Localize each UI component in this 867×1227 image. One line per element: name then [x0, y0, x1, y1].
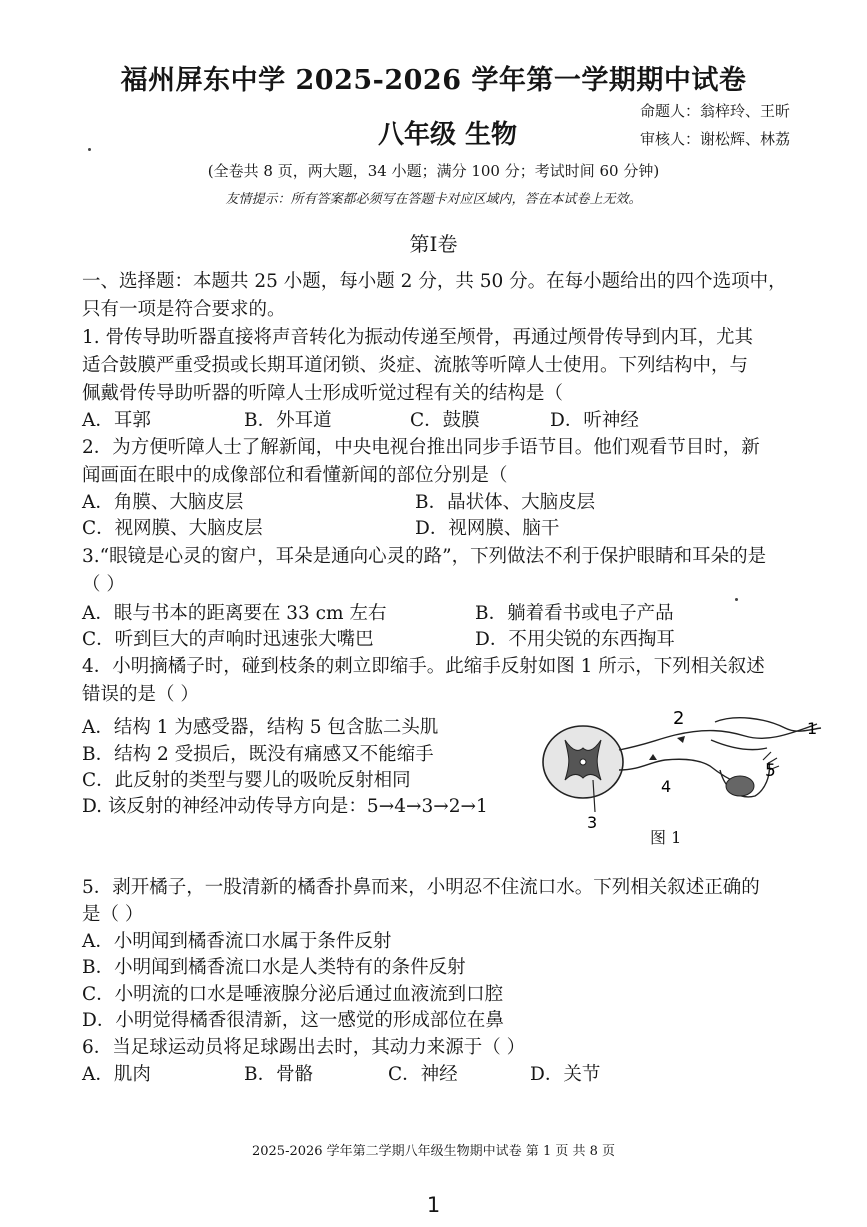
volume-heading: 第I卷 [409, 232, 458, 256]
figure-label-1: 1 [807, 719, 818, 738]
q4-option-c: C．此反射的类型与婴儿的吸吮反射相同 [82, 770, 411, 791]
q2-stem-line: 闻画面在眼中的成像部位和看懂新闻的部位分别是（ [82, 465, 508, 486]
q4-stem-line: 错误的是（ ） [82, 684, 199, 705]
q2-option-c: C．视网膜、大脑皮层 [82, 518, 263, 539]
q1-option-c: C．鼓膜 [410, 410, 480, 431]
q2-option-b: B．晶状体、大脑皮层 [415, 492, 596, 513]
q5-stem-line: 是（ ） [82, 904, 144, 925]
figure-label-2: 2 [673, 708, 685, 729]
q5-option-d: D．小明觉得橘香很清新，这一感觉的形成部位在鼻 [82, 1010, 504, 1031]
q6-option-d: D．关节 [530, 1064, 601, 1085]
exam-title: 福州屏东中学 2025-2026 学年第一学期期中试卷 [120, 65, 747, 96]
section-instruction-line-1: 一、选择题：本题共 25 小题，每小题 2 分，共 50 分。在每小题给出的四个选项中， [82, 271, 787, 292]
figure-label-5: 5 [765, 761, 776, 781]
q5-option-c: C．小明流的口水是唾液腺分泌后通过血液流到口腔 [82, 984, 504, 1005]
q6-option-c: C．神经 [388, 1064, 458, 1085]
q4-option-b: B．结构 2 受损后，既没有痛感又不能缩手 [82, 744, 434, 765]
q1-option-b: B．外耳道 [244, 410, 332, 431]
q6-stem-line: 6．当足球运动员将足球踢出去时，其动力来源于（ ） [82, 1037, 526, 1058]
reviewer: 审核人：谢松辉、林荔 [640, 130, 791, 148]
q5-option-b: B．小明闻到橘香流口水是人类特有的条件反射 [82, 957, 466, 978]
q3-option-d: D．不用尖锐的东西掏耳 [475, 629, 675, 650]
q1-option-d: D．听神经 [550, 410, 639, 431]
q3-stem-line: （ ） [82, 574, 125, 595]
q3-option-b: B．躺着看书或电子产品 [475, 603, 674, 624]
exam-info: (全卷共 8 页，两大题，34 小题；满分 100 分；考试时间 60 分钟) [207, 162, 660, 180]
q1-stem-line: 适合鼓膜严重受损或长期耳道闭锁、炎症、流脓等听障人士使用。下列结构中，与 [82, 355, 749, 376]
friendly-tip: 友情提示：所有答案都必须写在答题卡对应区域内，答在本试卷上无效。 [225, 192, 642, 207]
figure-label-4: 4 [661, 777, 672, 796]
q2-stem-line: 2．为方便听障人士了解新闻，中央电视台推出同步手语节目。他们观看节目时，新 [82, 437, 760, 458]
q1-stem-line: 1. 骨传导助听器直接将声音转化为振动传递至颅骨，再通过颅骨传导到内耳，尤其 [82, 327, 754, 348]
q2-option-d: D．视网膜、脑干 [415, 518, 560, 539]
scan-speck [88, 148, 91, 151]
reflex-arc-figure [535, 700, 825, 830]
figure-label-3: 3 [587, 813, 598, 830]
efferent-nerve [619, 759, 740, 784]
q4-option-d: D. 该反射的神经冲动传导方向是：5→4→3→2→1 [82, 796, 488, 817]
section-instruction-line-2: 只有一项是符合要求的。 [82, 299, 286, 320]
q3-stem-line: 3.“眼镜是心灵的窗户，耳朵是通向心灵的路”，下列做法不利于保护眼睛和耳朵的是 [82, 546, 767, 567]
biceps-muscle [726, 776, 754, 796]
q2-option-a: A．角膜、大脑皮层 [82, 492, 244, 513]
grade-subject: 八年级 生物 [378, 120, 518, 150]
q6-option-a: A．肌肉 [82, 1064, 151, 1085]
page-footer: 2025-2026 学年第二学期八年级生物期中试卷 第 1 页 共 8 页 [251, 1144, 616, 1159]
scan-speck [735, 598, 738, 601]
q4-stem-line: 4．小明摘橘子时，碰到枝条的刺立即缩手。此缩手反射如图 1 所示，下列相关叙述 [82, 656, 765, 677]
question-setter: 命题人：翁梓玲、王昕 [640, 102, 791, 120]
q1-stem-line: 佩戴骨传导助听器的听障人士形成听觉过程有关的结构是（ [82, 383, 564, 404]
q6-option-b: B．骨骼 [244, 1064, 314, 1085]
figure-caption: 图 1 [650, 828, 682, 847]
q3-option-c: C．听到巨大的声响时迅速张大嘴巴 [82, 629, 374, 650]
q1-option-a: A．耳郭 [82, 410, 151, 431]
q5-stem-line: 5．剥开橘子，一股清新的橘香扑鼻而来，小明忍不住流口水。下列相关叙述正确的 [82, 877, 760, 898]
q5-option-a: A．小明闻到橘香流口水属于条件反射 [82, 931, 392, 952]
q3-option-a: A．眼与书本的距离要在 33 cm 左右 [82, 603, 387, 624]
page-number: 1 [426, 1193, 441, 1217]
q4-option-a: A．结构 1 为感受器，结构 5 包含肱二头肌 [82, 717, 439, 738]
afferent-nerve [619, 724, 817, 750]
